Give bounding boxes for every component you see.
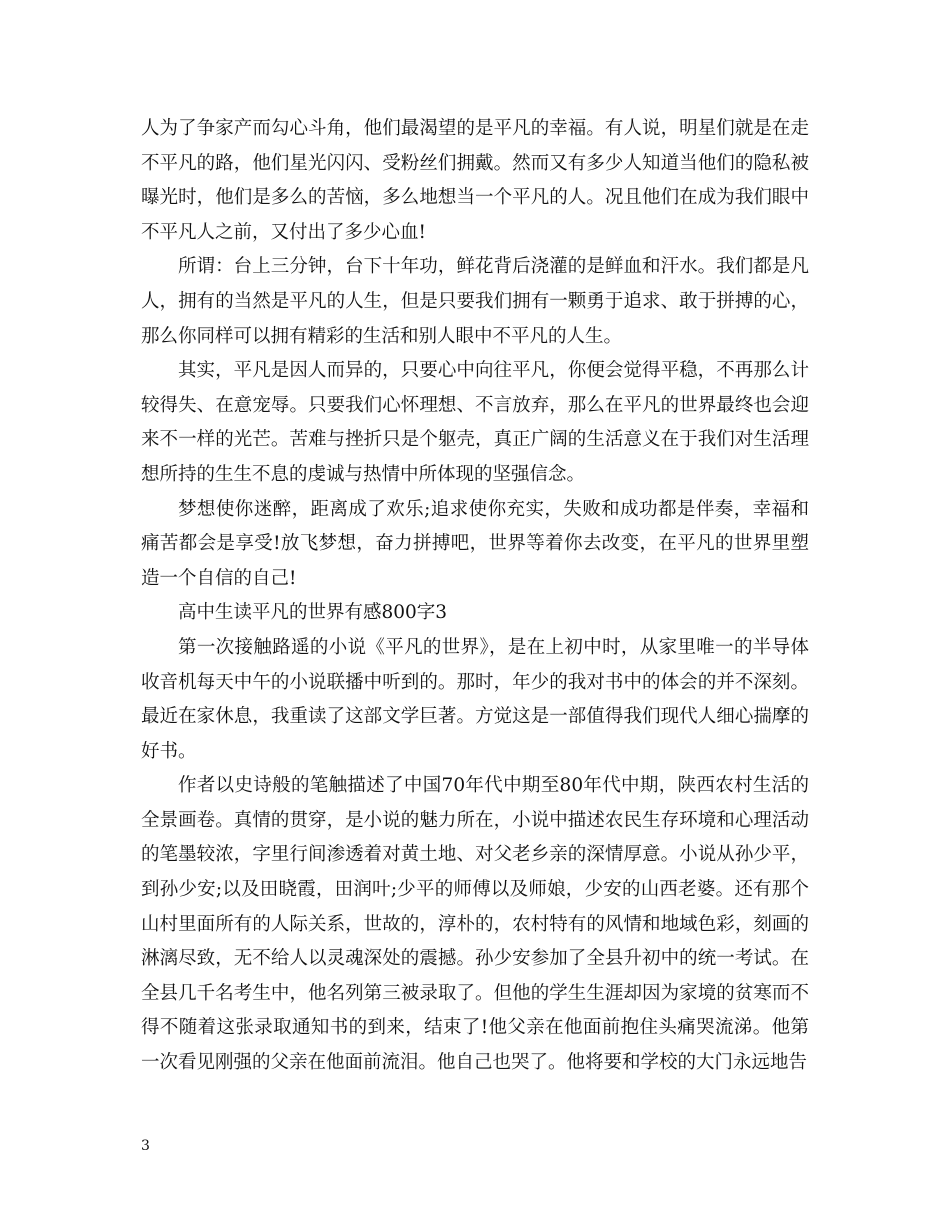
paragraph-3: 其实，平凡是因人而异的，只要心中向往平凡，你便会觉得平稳，不再那么计较得失、在意宠辱。只要我们心怀理想、不言放弃，那么在平凡的世界最终也会迎来不一样的光芒。苦难与挫折只是个躯壳，真正广阔的生活意义在于我们对生活理想所持的生生不息的虔诚与热情中所体现的坚强信念。 <box>141 360 809 485</box>
paragraph-1: 人为了争家产而勾心斗角，他们最渴望的是平凡的幸福。有人说，明星们就是在走不平凡的路，他们星光闪闪、受粉丝们拥戴。然而又有多少人知道当他们的隐私被曝光时，他们是多么的苦恼，多么地想当一个平凡的人。况且他们在成为我们眼中不平凡人之前，又付出了多少心血! <box>141 118 809 243</box>
paragraph-5: 第一次接触路遥的小说《平凡的世界》，是在上初中时，从家里唯一的半导体收音机每天中午的小说联播中听到的。那时，年少的我对书中的体会的并不深刻。最近在家休息，我重读了这部文学巨著。方觉这是一部值得我们现代人细心揣摩的好书。 <box>141 636 809 762</box>
page-number: 3 <box>141 1138 150 1154</box>
paragraph-2: 所谓：台上三分钟，台下十年功，鲜花背后浇灌的是鲜血和汗水。我们都是凡人，拥有的当然是平凡的人生，但是只要我们拥有一颗勇于追求、敢于拼搏的心，那么你同样可以拥有精彩的生活和别人眼中不平凡的人生。 <box>141 256 809 347</box>
paragraph-4: 梦想使你迷醉，距离成了欢乐;追求使你充实，失败和成功都是伴奏，幸福和痛苦都会是享受!放飞梦想，奋力拼搏吧，世界等着你去改变，在平凡的世界里塑造一个自信的自己! <box>141 498 809 589</box>
paragraph-6: 作者以史诗般的笔触描述了中国70年代中期至80年代中期，陕西农村生活的全景画卷。真情的贯穿，是小说的魅力所在，小说中描述农民生存环境和心理活动的笔墨较浓，字里行间渗透着对黄土地、对父老乡亲的深情厚意。小说从孙少平，到孙少安;以及田晓霞，田润叶;少平的师傅以及师娘，少安的山西老婆。还有那个山村里面所有的人际关系，世故的，淳朴的，农村特有的风情和地域色彩，刻画的淋漓尽致，无不给人以灵魂深处的震撼。孙少安参加了全县升初中的统一考试。在全县几千名考生中，他名列第三被录取了。但他的学生生涯却因为家境的贫寒而不得不随着这张录取通知书的到来，结束了!他父亲在他面前抱住头痛哭流涕。他第一次看见刚强的父亲在他面前流泪。他自己也哭了。他将要和学校的大门永远地告 <box>141 775 809 1074</box>
section-heading: 高中生读平凡的世界有感800字3 <box>178 602 448 624</box>
document-body <box>141 112 809 1081</box>
